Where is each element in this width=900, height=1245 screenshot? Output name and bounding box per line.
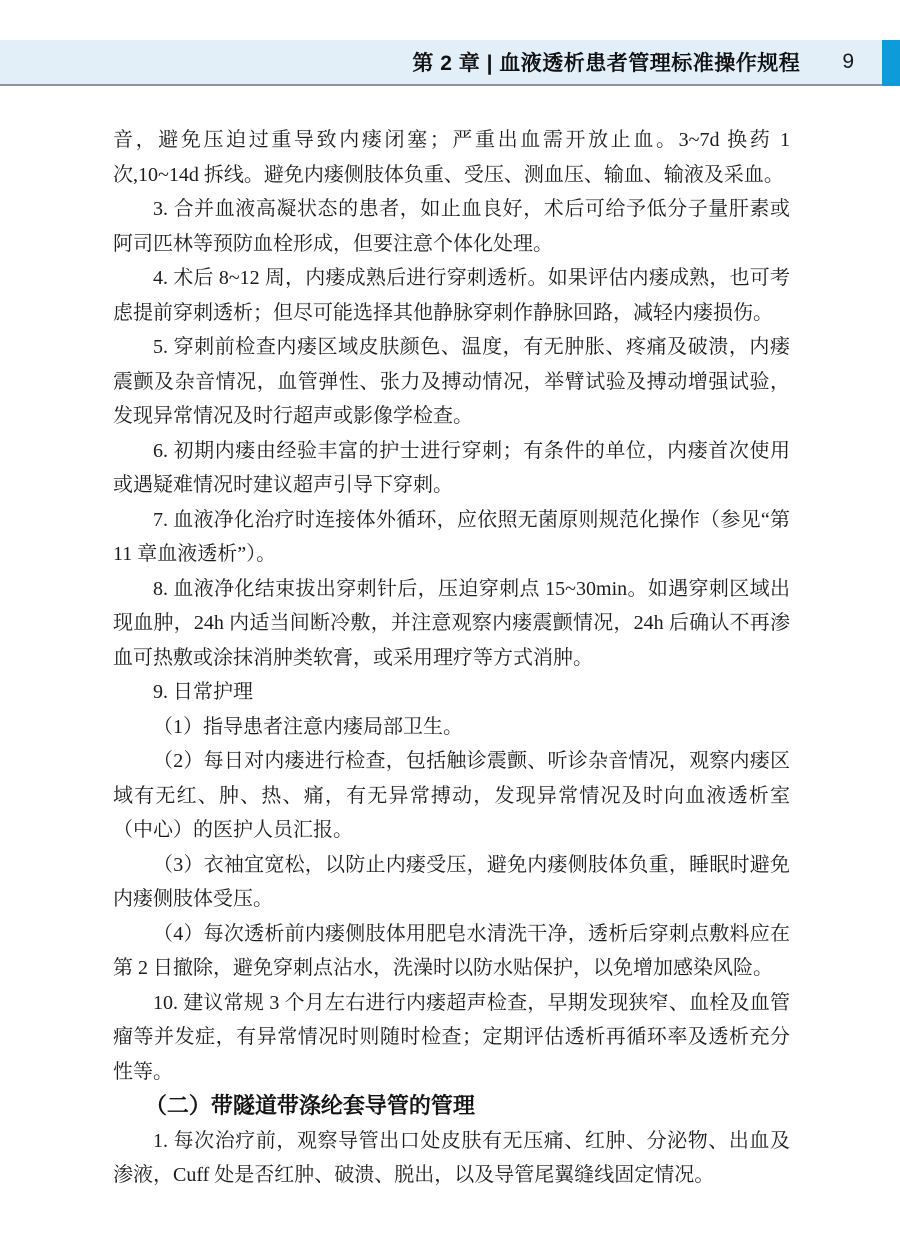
paragraph: 10. 建议常规 3 个月左右进行内瘘超声检查，早期发现狭窄、血栓及血管瘤等并发症，有异常情况时则随时检查；定期评估透析再循环率及透析充分性等。: [113, 991, 790, 1083]
paragraph: 音，避免压迫过重导致内瘘闭塞；严重出血需开放止血。3~7d 换药 1 次,10~14d 拆线。避免内瘘侧肢体负重、受压、测血压、输血、输液及采血。: [113, 129, 790, 186]
paragraph: 5. 穿刺前检查内瘘区域皮肤颜色、温度，有无肿胀、疼痛及破溃，内瘘震颤及杂音情况，血管弹性、张力及搏动情况，举臂试验及搏动增强试验，发现异常情况及时行超声或影像学检查。: [113, 336, 790, 427]
paragraph: （4）每次透析前内瘘侧肢体用肥皂水清洗干净，透析后穿刺点敷料应在第 2 日撤除，避免穿刺点沾水，洗澡时以防水贴保护，以免增加感染风险。: [113, 922, 790, 979]
paragraph: （3）衣袖宜宽松，以防止内瘘受压，避免内瘘侧肢体负重，睡眠时避免内瘘侧肢体受压。: [113, 853, 790, 910]
paragraph: 3. 合并血液高凝状态的患者，如止血良好，术后可给予低分子量肝素或阿司匹林等预防血栓形成，但要注意个体化处理。: [113, 198, 790, 255]
paragraph: （2）每日对内瘘进行检查，包括触诊震颤、听诊杂音情况，观察内瘘区域有无红、肿、热、痛，有无异常搏动，发现异常情况及时向血液透析室（中心）的医护人员汇报。: [113, 750, 790, 841]
paragraph: 1. 每次治疗前，观察导管出口处皮肤有无压痛、红肿、分泌物、出血及渗液，Cuff 处是否红肿、破溃、脱出，以及导管尾翼缝线固定情况。: [113, 1129, 790, 1186]
paragraph: 7. 血液净化治疗时连接体外循环，应依照无菌原则规范化操作（参见“第 11 章血液透析”）。: [113, 508, 790, 565]
paragraph: 9. 日常护理: [153, 681, 253, 703]
paragraph: 8. 血液净化结束拔出穿刺针后，压迫穿刺点 15~30min。如遇穿刺区域出现血肿，24h 内适当间断冷敷，并注意观察内瘘震颤情况，24h 后确认不再渗血可热敷或涂抹消肿类软膏，或采用理疗等方式消肿。: [113, 577, 790, 669]
header-accent-tab: [882, 40, 900, 86]
page-number: 9: [842, 50, 854, 73]
paragraph: （1）指导患者注意内瘘局部卫生。: [153, 715, 463, 738]
paragraph: 4. 术后 8~12 周，内瘘成熟后进行穿刺透析。如果评估内瘘成熟，也可考虑提前穿刺透析；但尽可能选择其他静脉穿刺作静脉回路，减轻内瘘损伤。: [113, 267, 790, 324]
chapter-header-bar: [0, 40, 900, 86]
page-body: [113, 123, 790, 1193]
paragraph: 6. 初期内瘘由经验丰富的护士进行穿刺；有条件的单位，内瘘首次使用或遇疑难情况时建议超声引导下穿刺。: [113, 439, 790, 496]
subsection-heading: （二）带隧道带涤纶套导管的管理: [144, 1093, 475, 1118]
chapter-title: 第 2 章 | 血液透析患者管理标准操作规程: [412, 52, 801, 75]
